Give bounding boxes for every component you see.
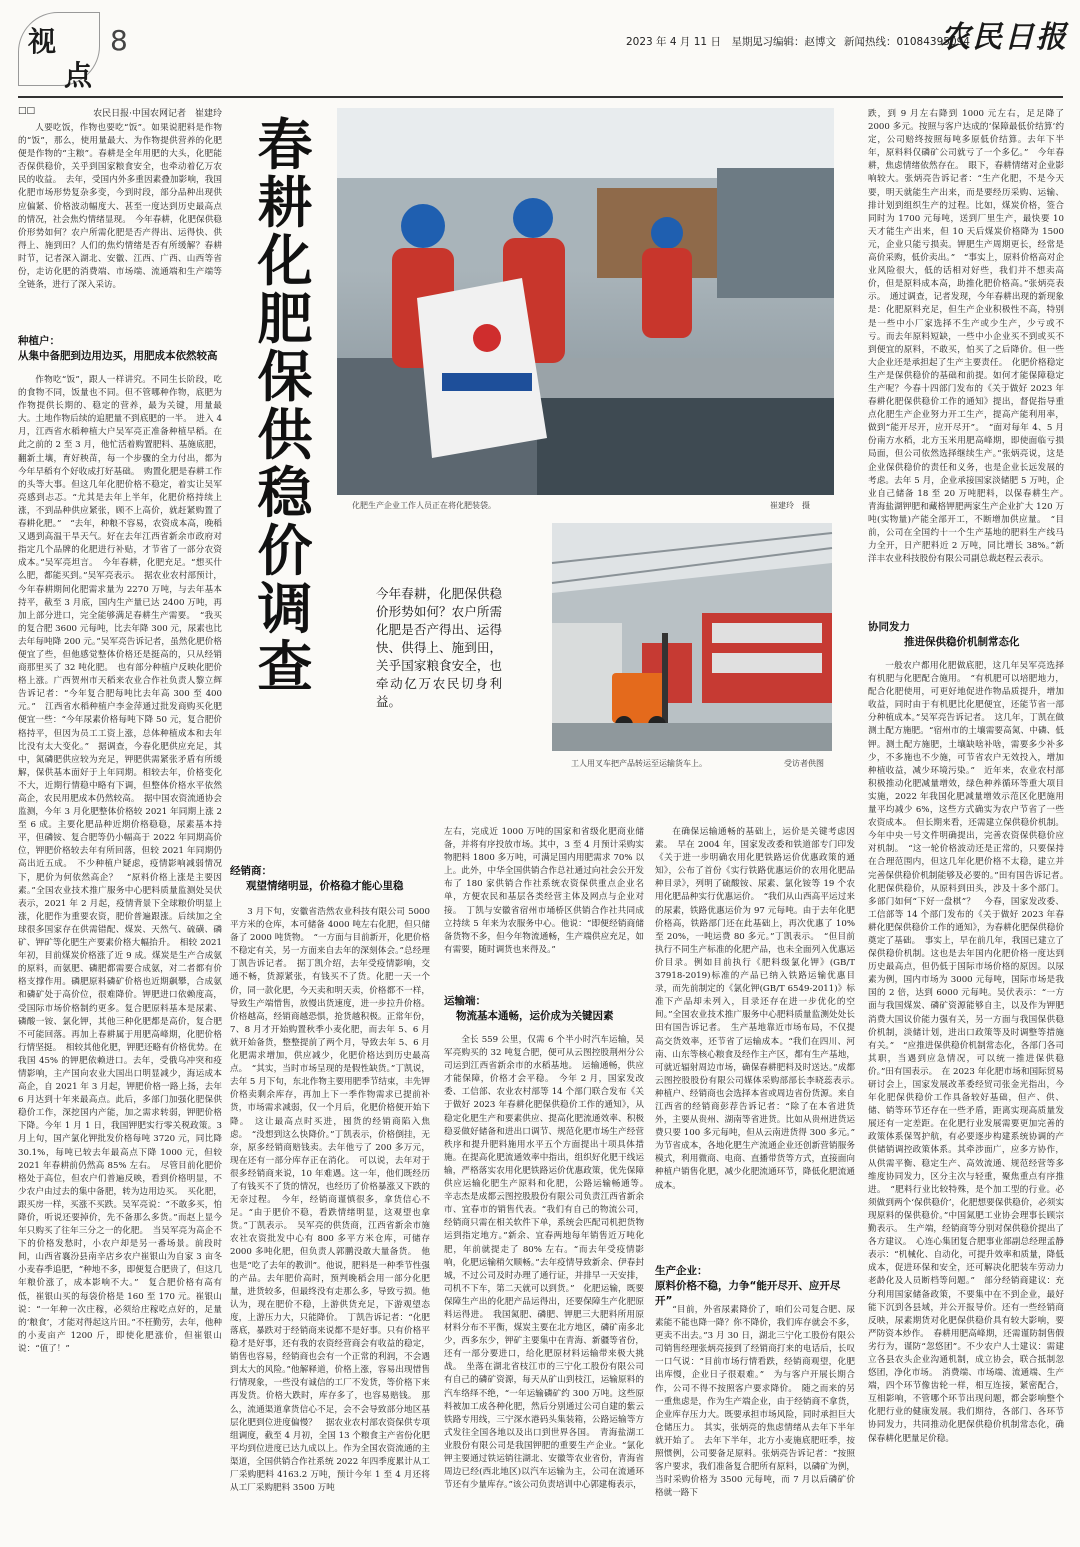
issue-date: 2023 年 4 月 11 日 星期二 — [626, 36, 763, 48]
article-paragraph: 作物吃“饭”，跟人一样讲究。不同生长阶段，吃的食物不同，饭量也不同。但不管哪种作物，底肥为作物提供长期的、稳定的营养，最为关键，用量最大。土地作物后续的追肥量不到底肥的一半。 进入 4 月，江西省水稻种植大户吴军亮正准备种植早稻。在此之前的 2 至 3 月，他忙活着购置肥料、基施底肥，翻新土壤，育好秧苗，每一个步骤的全力付出，都为今年早稻有个好收成打好基础。 购置化肥是春耕工作的头等大事。但这几年化肥价格不稳定，着实让吴军亮感到忐忑。“尤其是去年上半年，化肥价格持续上涨，不到品种供应紧张，顾不上高价，就赶紧购置了春耕化肥。” “去年，种粮不容易，农资成本高，晚稻又遇到高温干旱天气。好在去年江西省新余市政府对指定几个品牌的化肥进行补贴，才节省了一部分农资成本。”吴军亮坦言。 今年春耕，化肥充足。“想买什么肥，都能买到。”吴军亮表示。 据农业农村部预计，今年春耕期间化肥需求量为 2270 万吨，与去年基本持平，截至 3 月底，国内生产量已达 2400 万吨，再加上部分进口，完全能够满足春耕生产需要。 “我买的复合肥 3600 元每吨，比去年降 300 元，尿素也比去年每吨降 200 元。”吴军亮告诉记者，虽然化肥价格便宜了些，但他感觉整体价格还是挺高的，只从经销商那里买了 32 吨化肥。 也有部分种植户反映化肥价格上涨。广西贺州市天稻来农业合作社负责人黎立辉告诉记者：“今年复合肥每吨比去年高 300 至 400 元。” 江西省水稻种植户李金萍通过批发商购买化肥便宜一些：“今年尿素价格每吨下降 50 元，复合肥价格持平，但因为员工工资上涨，总体种植成本和去年比没有太大变化。” 据调查，今春化肥供应充足，其中，氮磷肥供应较为充足，钾肥供需紧张矛盾有所缓解，保供基本面好于上年同期。相较去年，价格变化不大，近期行情稳中略有下调，但整体价格水平依然高企，农民用肥成本仍然较高。 据中国农资流通协会监测，今年 3 月化肥整体价格较 2021 年同期上涨 2 至 6 成。主要化肥品种近期价格稳稳，尿素基本持平，但磷铵、复合肥等仍小幅高于 2022 年同期高价位，钾肥价格较去年有所回落，但较 2021 年同期仍高出近五成。 不少种植户疑虑，疫情影响减弱情况下，肥价为何依然高企？ “原料价格上涨是主要因素。”全国农业技术推广服务中心肥料质量监测处吴伏表示，2021 年 2 月起，疫情背景下全球粮价明显上涨，化肥作为重要农资，肥价普遍跟涨。后续加之全球很多国家存在供需错配、煤炭、天然气、硫磺、磷矿、钾矿等化肥生产要素价格大幅抬升。 相较 2021 年初，目前煤炭价格涨了近 9 成。煤炭是生产合成氨的原料，而氨肥、磷肥都需要合成氨，对二者都有价格支撑作用。磷肥原料磷矿价格也近期飙攀，合成氨和磷矿处于高价位，很难降价。钾肥进口依赖度高，受国际市场价格制约更多。复合肥原料基本是尿素、磷酸一铵、氯化钾，其他三种化肥都是高价，复合肥不可能回落。再加上春耕属于用肥高峰期，化肥价格行情坚挺。 相较其他化肥，钾肥还略有价格优势。在我国 45% 的钾肥依赖进口。去年，受俄乌冲突和疫情影响，主产国向农业大国出口明显减少，海运成本高企，自 2021 年 3 月起，钾肥价格一路上扬，去年 6 月达到十年来最高点。此后，多部门加强化肥保供稳价工作，深挖国内产能，加之需求转弱，钾肥价格下降。今年 1 月 1 日，我国钾肥实行零关税政策。3 月上旬，国产氯化钾批发价格每吨 3720 元，同比降 30.1%，每吨已较去年最高点下降 1000 元，但较 2021 年春耕前仍然高 85% 左右。 尽管目前化肥价格处于高位，但农户们普遍反映，看到价格明显，不少农户由过去的集中备肥，转为边用边买。 买化肥，跟买房一样，买涨不买跌。吴军亮说：“不敢多买，怕降价，听说还要掉价，先不备那么多货。”而赵上显今年只购买了往年三分之一的化肥。 当吴军亮为高企不下的价格发愁时，小农户却是另一番场景。前段时间，山西省襄汾县南辛店乡农户崔银山为自家 3 亩冬小麦春季追肥，“种地不多，即便复合肥贵了，但这几年粮价涨了，成本影响不大。” 复合肥价格有高有低，崔银山买的每袋价格是 160 至 170 元。崔银山说：“一年种一次庄稼，必须给庄稼吃点好的，足量的‘粮食’，才能对得起这片田。”不枉勤劳，去年，他种的小麦亩产 1200 斤，即使化肥涨价，但崔银山说：“值了！” — [18, 375, 222, 1354]
article-paragraph: “目前，外省尿素降价了，咱们公司复合肥、尿素能不能也降一降？你不降价，我们库存就会不多，更卖不出去。”3 月 30 日，湖北三宁化工股份有限公司销售经理张炳亮接到了经销商打来的电话后，长叹一口气说：“目前市场行情看跌，经销商观望，化肥出库慢，企业日子很艰难。” 为与客户开展长期合作，公司不得不按照客户要求降价。 随之而来的另一重焦虑是，作为生产端企业，由于经销商不拿货，企业库存压力大。既要承担市场风险，同时承担巨大仓储压力。 其实，张炳亮的焦虑情绪从去年下半年就开始了。 去年下半年，北方小麦施底肥旺季，按照惯例，公司要备足原料。张炳亮告诉记者：“按照客户要求，我们准备复合肥所有原料，以磷矿为例，当时采购价格为 3500 元每吨，而 7 月以后磷矿价格就一路下 — [655, 1305, 855, 1499]
article-column-1b — [18, 374, 222, 1542]
news-hotline: 新闻热线：01084395094 — [844, 36, 970, 48]
section-heading-3-title: 物流基本通畅，运价成为关键因素 — [456, 1010, 614, 1022]
photo2-credit: 受访者供图 — [784, 759, 824, 768]
article-column-4a — [655, 826, 864, 1256]
byline — [18, 106, 222, 119]
byline-text: 农民日报·中国农网记者 崔建玲 — [93, 109, 222, 119]
article-paragraph: 一般农户都用化肥做底肥，这几年吴军亮选择有机肥与化肥配合施用。 “有机肥可以培肥地力，配合化肥使用，可更好地促进作物品质提升，增加收益，同时由于有机肥比化肥便宜，还能节省一部分种植成本。”吴军亮告诉记者。 这几年，丁凯在做测土配方施肥。“宿州市的土壤需要高氮、中磷、低钾。测土配方施肥，土壤缺啥补啥，需要多少补多少，不多施也不少施，可节省农户无效投入，增加种植收益，减少环境污染。” 近年来，农业农村部积极推动化肥减量增效，绿色种养循环等重大项目实施，2022 年我国化肥减量增效示范区化肥施用量平均减少 6%，这些方式确实为农户节省了一些农资成本。 但长期来看，还需建立保供稳价机制。今年中央一号文件明确提出，完善农资保供稳价应对机制。 “这一轮价格波动还是正常的，只要保持在合理范围内，但这几年化肥价格不太稳，建立并完善保供稳价机制能够及必要的。”田有国告诉记者。 化肥保供稳价，从原料到田头，涉及十多个部门。多部门如何“下好一盘棋”？ 今春，国家发改委、工信部等 14 个部门发布的《关于做好 2023 年春耕化肥保供稳价工作的通知》，为春耕化肥保供稳价奠定了基础。 事实上，早在前几年，我国已建立了保供稳价机制。这也是去年国内化肥价格一度达到历史最高点，但仍低于国际市场价格的原因。以尿素为例，国内市场为 3000 元每吨，国际市场是我国的 2 倍，达到 6000 元每吨。吴伏表示：“一方面与我国煤炭、磷矿资源能够自主，以及作为钾肥消费大国议价能力强有关，另一方面与我国保供稳价机制，淡储计划，进出口政策等及时调整等措施有关。” “应推进保供稳价机制常态化，各部门各司其职，当遇到应急情况，可以统一推进保供稳价。”田有国表示。 在 2023 年化肥市场和国际贸易研讨会上，国家发展改革委经贸司张金光指出，今年化肥保供稳价工作具备较好基础，但产、供、储、销等环节还存在一些矛盾，距离实现高质量发展还有一定差距。在化肥行业发展需要更加完善的政策体系保驾护航，有必要逐步构建系统协调的产供储销调控政策体系。其牵涉面广，应多方协作，从供需平衡、稳定生产、高效流通、规范经营等多维度协同发力，区分主次与轻重，聚焦重点有序推进。 “肥料行业比较特殊，是个加工型的行业。必须做到两个‘保供稳价’，化肥想要保供稳价，必须实现原料的保供稳价。”中国氮肥工业协会理事长顾宗勤表示。 生产端，经销商等分别对保供稳价提出了各方建议。 心连心集团复合肥事业部副总经理孟静表示：“机械化、自动化，可提升效率和质量，降低成本，促进环保和安全，还可解决化肥装车劳动力老龄化及人员断档等问题。” 部分经销商建议：充分利用国家储备政策，不要集中在不到企业，最好能下沉到各县域，并公开报导价。还有一些经销商反映，尿素期货对化肥保供稳价具有较大影响，要严防资本炒作。 春耕用肥高峰期，还需谨防制售假劣行为，谨防“忽悠团”。不少农户人士建议：需建立各县农头企业沟通机制，成立协会，联合抵制忽悠团，净化市场。 消费端、市场端、流通端、生产端，四个环节像齿轮一样，相互连接，紧密配合，互相影响，不管哪个环节出现问题，都会影响整个化肥行业的健康发展。我们期待，各部门、各环节协同发力，共同推动化肥保供稳价机制常态化，确保春耕化肥量足价稳。 — [868, 661, 1073, 1444]
article-paragraph: 人要吃饭，作物也要吃“饭”。如果说肥料是作物的“饭”，那么，使用量最大、为作物提供营养的化肥便是作物的“主粮”。春耕是全年用肥的大头，化肥能否保供稳价，关乎到国家粮食安全，也牵动着亿万农民的收益。 去年，受国内外多重因素叠加影响，我国化肥市场形势复杂多变，今到时段，部分品种出现供应偏紧、价格波动幅度大、甚至一度达到历史最高点的情况，社会焦灼情绪显现。 今年春耕，化肥保供稳价形势如何？农户所需化肥是否产得出、运得快、供得上、施到田？人们的焦灼情绪是否有所缓解？春耕时节，记者深入湖北、安徽、江西、广西、山西等省份，走访化肥的消费端、市场端、流通端和生产端等全链条，进行了深入采访。 — [18, 123, 222, 291]
article-column-2 — [230, 906, 430, 1542]
section-badge — [18, 12, 104, 92]
article-column-1a — [18, 122, 222, 328]
section-heading-4 — [655, 1264, 855, 1309]
section-heading-5 — [868, 620, 1064, 650]
section-heading-5-title: 推进保供稳价机制常态化 — [904, 636, 1020, 648]
article-paragraph: 3 月下旬，安徽省浩然农业科技有限公司 5000 平方米的仓库，本可储备 4000 吨左右化肥，但只储备了 2000 吨货物。 “一方面与目前新开，化肥价格不稳定有关，另一方面来自去年的深刻体会。”总经理丁凯告诉记者。 据丁凯介绍，去年受疫情影响，交通不畅，货源紧张，有钱买不了货。化肥一天一个价，同一款化肥，今天卖和明天卖，价格都不一样，导致生产端惜售，放慢出货速度，进一步拉升价格。价格越高，经销商越恐惧，抢货越积极。正常年份，7、8 月才开始购置秋季小麦化肥，而去年 5、6 月就开始备货，整整提前了两个月，导致去年 5、6 月化肥需求增加，供应减少，化肥价格达到历史最高点。 “其实，当时市场呈现的是假性缺货。”丁凯说，去年 5 月下旬，东北作物主要用肥季节结束，丰先钾价格卖剩余库存，再加上下一季作物需求已提前补货，市场需求减弱，仅一个月后，化肥价格便开始下降。 这让最高点时买进，囤货的经销商陷入焦虑。 “没想到这么快降价。”丁凯表示，价格倒挂，无奈，原多经销商赔钱卖。去年他亏了 200 多万元，现在还有一部分库存正在消化。 可以说，去年对于很多经销商来说，10 年难遇。这一年，他们既经历了有钱买不了货的情况，也经历了价格暴涨又下跌的无奈过程。 今年，经销商谨慎很多，拿货信心不足。“由于肥价不稳，看跌情绪明显，这观望也拿货。”丁凯表示。 吴军亮的供货商，江西省新余市施农社农资批发中心有 800 多平方米仓库，可储存 2000 多吨化肥，但负责人郭鹏没敢大量备货。 他也是“吃了去年的教训”。他说，肥料是一种季节性强的产品。去年肥价高时，预判晚稻会用一部分化肥量，进货较多，但最终没有走那么多，导致亏损。他认为，现在肥价不稳，上游供货充足，下游观望态度，上游压力大，只能降价。 丁凯告诉记者：“化肥落底，暴跌对于经销商来说都不是好事。只有价格平稳才是好事，还有我的农资经营商会有收益的稳定，销售也容易，经销商也会有一个正常的利润，不会遇到太大的风险。”他解释道，价格上涨，容易出现惜售行情现象，一些没有诚信的工厂不发货，等价格下来再发货。价格大跌时，库存多了，也容易赔钱。 那么，流通渠道拿货信心不足，会不会导致部分地区基层化肥到位进度偏慢？ 据农业农村部农资保供专项组调度，截至 4 月初，全国 13 个粮食主产省份化肥平均到位进度已达九成以上。作为全国农资流通的主渠道，全国供销合作社系统 2022 年四季度累计从工厂采购肥料 4163.2 万吨，预计今年 1 至 4 月还将从工厂采购肥料 3500 万吨 — [230, 907, 430, 1494]
article-paragraph: 在确保运输通畅的基础上，运价是关键考虑因素。 早在 2004 年，国家发改委和铁道部专门印发《关于进一步明确农用化肥铁路运价优惠政策的通知》，公布了首份《实行铁路优惠运价的农用化肥品种目录》，列明了硫酸铵、尿素、氯化铵等 19 个农用化肥品种实行优惠运价。 “我们从山西高平运过来的尿素，铁路优惠运价为 97 元每吨。由于去年化肥价格高，铁路部门还在此基础上，再次优惠了 10% 至 20%，一吨运费 80 多元。”丁凯表示。 “但目前执行不同生产标准的化肥产品，也未全面列入优惠运价目录。例如目前执行《肥料级氯化钾》(GB/T 37918-2019)标准的产品已纳入铁路运输优惠目录，而先前制定的《氯化钾(GB/T 6549-2011)》标准下产品却未列入，目录还存在进一步优化的空间。”全国农业技术推广服务中心肥料质量监测处处长田有国告诉记者。 生产基地靠近市场布局，不仅提高交货效率，还节省了运输成本。“我们在四川、河南、山东等核心粮食及经作主产区，都有生产基地，可就近辐射周边市场，确保春耕肥料及时送达。”成都云图控股股份有限公司媒体采购部部长李晓蕊表示。 种植户、经销商也会选择本省或周边省份货源。来自江西省的经销商彭荐告诉记者：“除了在本省进货外，主要从贵州、湖南等省进货。比如从贵州进货运费只要 100 多元每吨，但从云南进货得 300 多元。” 为节省成本，各地化肥生产流通企业还创新营销服务模式，利用微商、电商、直播带货等方式，直接面向种植户销售化肥，减少化肥流通环节，降低化肥流通成本。 — [655, 827, 864, 1191]
photo1-credit: 崔建玲 摄 — [770, 501, 810, 510]
section-heading-1-label: 种植户： — [18, 335, 60, 347]
section-heading-2 — [230, 864, 430, 894]
article-column-5b — [868, 660, 1073, 1542]
photo-forklift-loading — [552, 523, 832, 751]
section-heading-2-label: 经销商： — [230, 865, 272, 877]
section-heading-4-label: 生产企业： — [655, 1265, 708, 1277]
section-heading-4-title: 原料价格不稳，力争“能开尽开、应开尽开” — [655, 1280, 841, 1307]
section-char-2: 点 — [64, 59, 93, 92]
section-heading-2-title: 观望情绪明显，价格稳才能心里稳 — [246, 880, 404, 892]
page-headline: 春耕化肥保供稳价调查 — [257, 113, 313, 699]
byline-marks: □□ — [18, 106, 36, 116]
photo2-caption: 工人用叉车把产品转运至运输货车上。 — [571, 759, 707, 768]
article-column-3b — [444, 1034, 653, 1542]
section-char-1: 视 — [28, 25, 57, 58]
article-column-4b — [655, 1304, 855, 1542]
article-lede: 今年春耕，化肥保供稳价形势如何？农户所需化肥是否产得出、运得快、供得上、施到田，关乎国家粮食安全，也牵动亿万农民切身利益。 — [376, 586, 502, 709]
article-column-3a — [444, 826, 644, 982]
newspaper-logo: 农民日报 — [940, 20, 1068, 55]
article-paragraph: 全长 559 公里，仅需 6 个半小时汽车运输，吴军亮购买的 32 吨复合肥，便可从云图控股荆州分公司运到江西省新余市的水稻基地。 运输通畅，供应才能保障，价格才会平稳。 今年 2 月，国家发改委、工信部、农业农村部等 14 个部门联合发布《关于做好 2023 年春耕化肥保供稳价工作的通知》，从稳定化肥生产和要素供应、提高化肥流通效率、积极稳妥做好储备和进出口调节、规范化肥市场生产经营秩序和提升肥料施用水平五个方面提出十项具体措施。在提高化肥流通效率中指出，组织好化肥干线运输，严格落实农用化肥铁路运价优惠政策，优先保障供应运输化肥生产原料和化肥，公路运输畅通等。 辛志杰是成都云图控股股份有限公司负责江西省新余市、宜春市的销售代表。“我们有自己的物流公司，经销商只需在相关软件下单，系统会匹配司机把货物运到指定地方。”新余、宜春两地每年销售近万吨化肥，年前就提走了 80% 左右。“而去年受疫情影响，化肥运输稍欠顺畅。”去年疫情导致新余、伊春封城，不过公司及时办理了通行证，并排早一天安排，司机不下车，第二天就可以到货。” 化肥运输，既要保障生产出的化肥产品运得出，还要保障生产化肥原料运得进。 我国氮肥、磷肥、钾肥三大肥料所用原材料分布不平衡，煤炭主要在北方地区，磷矿南多北少，西多东少，钾矿主要集中在青海、新疆等省份，还有一部分要进口，给化肥原材料运输带来极大挑战。 坐落在湖北省枝江市的三宁化工股份有限公司有自己的磷矿资源，每天从矿山到枝江，运输原料的汽车络绎不绝，“一年运输磷矿约 300 万吨。这些原料被加工成各种化肥，然后分别通过公司自建的紫云铁路专用线，三宁深水港码头集装箱，公路运输等方式发往全国各地以及出口到世界各国。 青海盐湖工业股份有限公司是我国钾肥的重要生产企业。“氯化钾主要通过铁运销往湖北、安徽等农业省份，青海省周边已经(西北地区)以汽车运输为主，公司在流通环节还有少量库存。”该公司负责培训中心郭建梅表示， — [444, 1035, 653, 1491]
editor-credit: 见习编辑：赵博文 — [752, 36, 836, 48]
header-rule — [18, 96, 1063, 98]
page-number: 8 — [110, 24, 128, 57]
section-heading-3 — [444, 994, 644, 1024]
section-heading-5-label: 协同发力 — [868, 621, 910, 633]
section-heading-3-label: 运输端： — [444, 995, 486, 1007]
article-paragraph: 左右，完成近 1000 万吨的国家和省级化肥商业储备，并将有序投放市场。其中，3 至 4 月预计采购实物肥料 1800 多万吨，可满足国内用肥需求 70% 以上。此外，中华全国供销合作总社通过向社会公开发布了 180 家供销合作社系统农资保供重点企业名单，方便农民和基层各类经营主体及网点与企业对接。 丁凯与安徽省宿州市埇桥区供销合作社共同成立持续 5 年来为农服务中心。他说：“即便经销商储备货物不多，但今年物流通畅，生产端供应充足，如有需要，随时调货也来得及。” — [444, 827, 644, 955]
photo1-caption: 化肥生产企业工作人员正在将化肥装袋。 — [352, 501, 496, 510]
warehouse-photo-illustration — [552, 523, 832, 751]
section-heading-1-title: 从集中备肥到边用边买，用肥成本依然较高 — [18, 350, 218, 362]
factory-photo-illustration — [337, 108, 834, 495]
article-paragraph: 跌，到 9 月左右降到 1000 元左右，足足降了 2000 多元。按照与客户达成的‘保障最低价结算’约定，公司赔终按照每吨多原低价结算。去年下半年，原料料仅磷矿公司就亏了一个多亿。” 今年春耕，焦虑情绪依然存在。 眼下，春耕情绪对企业影响较大。张炳亮告诉记者：“生产化肥，不是今天要，明天就能生产出来，而是要经历采购、运输、排计划到组织生产的过程。比如，煤炭价格，签合同时为 1700 元每吨，送到厂里生产，最快要 10 天才能生产出来，但 10 天后煤炭价格降为 1500 元，企业只能亏损卖。钾肥生产周期更长，经常是高价采购，低价卖出。” “事实上，原料价格高对企业风险很大，低的话相对好些，我们并不想卖高价，但是原料成本高，助推化肥价格高。”张炳亮表示。 通过调查，记者发现，今年春耕出现的新现象是：化肥原料充足，但生产企业积极性不高，特别是一些中小厂家选择不生产或少生产，少亏或不亏。而去年原料短缺，一些中小企业买不到或买不到便宜的原料，不敢买，怕买了之后降价。但一些大企业还是承担起了生产主要责任。 化肥价格稳定生产是保供稳价的基础和前提。如何才能保障稳定生产呢？今春十四部门发布的《关于做好 2023 年春耕化肥保供稳价工作的通知》提出，督促指导重点化肥生产企业努力开工生产，提高产能利用率，做到“能开尽开，应开尽开”。 “面对每年 4、5 月份南方水稻，北方玉米用肥高峰期，即使面临亏损局面，但公司依然选择继续生产。”张炳亮说，这是企业保供稳价的责任和义务，也是企业长远发展的考虑。去年 5 月，企业承接国家淡储肥 5 万吨，企业自己储备 18 至 20 万吨肥料，以保春耕生产。 青海盐湖钾肥和藏格钾肥两家生产企业扩大 120 万吨(实物量)产能全部开工，不断增加供应量。 “目前，公司在全国约十一个生产基地的肥料生产线马力全开，日产肥料近 2 万吨，同比增长 38%。”新洋丰农业科技股份有限公司副总裁赵程云表示。 — [868, 109, 1073, 565]
section-heading-1 — [18, 334, 228, 364]
article-column-5a — [868, 108, 1073, 586]
photo-workers-bagging — [337, 108, 834, 495]
